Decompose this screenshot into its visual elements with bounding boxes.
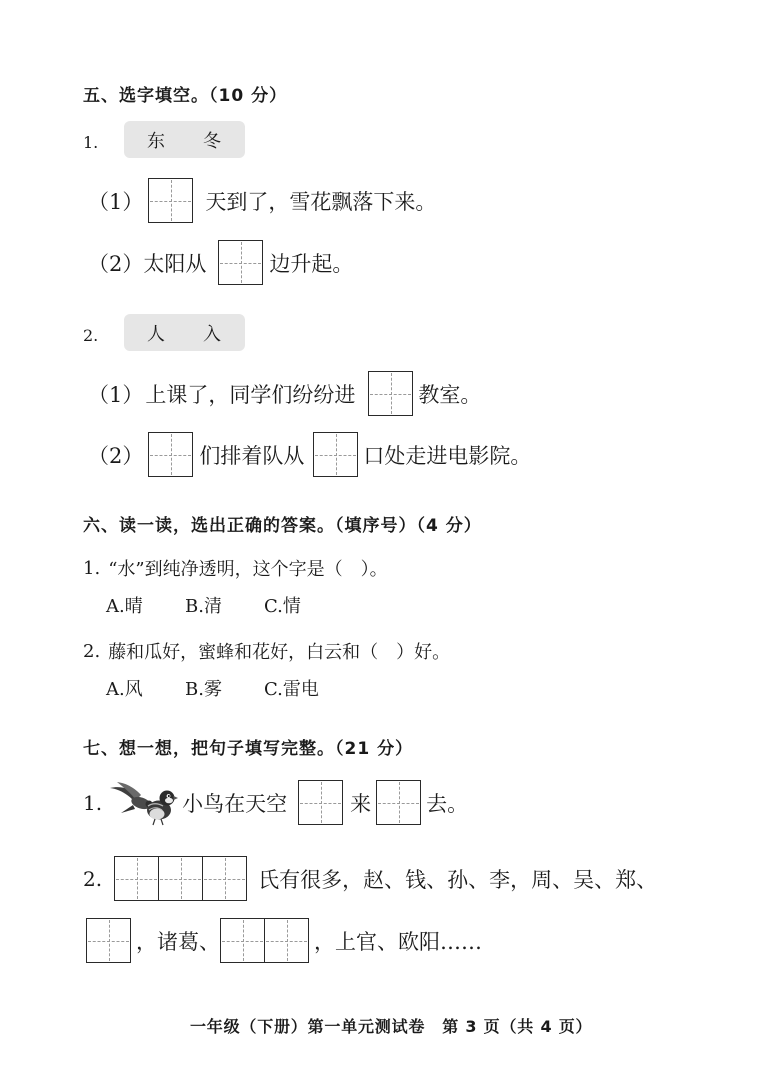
fill-item	[88, 432, 531, 477]
fill-item	[88, 240, 353, 285]
choice-char: 入	[203, 323, 221, 345]
fill-item	[86, 918, 482, 963]
item-text: 们排着队从	[199, 443, 305, 468]
fill-item	[83, 856, 657, 901]
writing-box	[158, 856, 203, 901]
choice-char: 东	[147, 130, 165, 152]
item-label: （1）	[88, 189, 144, 214]
writing-box-group	[114, 856, 247, 901]
question-text: “水”到纯净透明，这个字是（ ）。	[108, 559, 388, 580]
writing-box	[220, 918, 265, 963]
item-text: ，诸葛、	[136, 929, 220, 954]
item-text: 天到了，雪花飘落下来。	[205, 189, 437, 214]
fill-item	[83, 780, 468, 825]
choice-box	[124, 121, 245, 158]
choice-char: 人	[147, 323, 165, 345]
question-number: 1.	[83, 133, 99, 152]
question-number: 2.	[83, 866, 103, 891]
choice-char: 冬	[203, 130, 221, 152]
item-text: 教室。	[418, 382, 482, 407]
footer-title: 一年级（下册）第一单元测试卷	[190, 1016, 426, 1036]
writing-box	[218, 240, 263, 285]
option: A.风	[106, 679, 143, 700]
question-number: 2.	[83, 326, 99, 345]
fill-item	[88, 371, 481, 416]
question-number: 1.	[83, 557, 101, 579]
item-text: 口处走进电影院。	[363, 443, 532, 468]
choice-box	[124, 314, 245, 351]
question-row	[83, 556, 388, 580]
question-row	[83, 639, 450, 663]
page-footer	[190, 1015, 592, 1035]
writing-box	[376, 780, 421, 825]
page-number: 第 3 页（共 4 页）	[442, 1016, 593, 1036]
item-label: （2）	[88, 251, 144, 276]
section-7-title: 七、想一想，把句子填写完整。（21 分）	[83, 738, 414, 759]
options-row	[106, 593, 343, 617]
item-text: ，上官、欧阳……	[314, 929, 482, 954]
item-label: （2）	[88, 443, 144, 468]
writing-box	[298, 780, 343, 825]
writing-box	[148, 178, 193, 223]
bird-icon	[108, 779, 178, 827]
section-5-title: 五、选字填空。（10 分）	[83, 85, 288, 106]
writing-box-group	[220, 918, 309, 963]
writing-box	[148, 432, 193, 477]
option: A.晴	[106, 596, 143, 617]
question-number: 2.	[83, 640, 101, 662]
question-text: 藤和瓜好，蜜蜂和花好，白云和（ ）好。	[108, 642, 451, 663]
item-text: 氏有很多，赵、钱、孙、李，周、吴、郑、	[258, 867, 658, 892]
options-row	[106, 676, 343, 700]
writing-box	[86, 918, 131, 963]
option: C.情	[264, 596, 301, 617]
item-text: 小鸟在天空	[182, 791, 288, 816]
fill-item	[88, 178, 436, 223]
writing-box	[202, 856, 247, 901]
writing-box	[264, 918, 309, 963]
item-text: 太阳从	[143, 251, 207, 276]
writing-box	[114, 856, 159, 901]
option: C.雷电	[264, 679, 319, 700]
option: B.清	[185, 596, 222, 617]
option: B.雾	[185, 679, 222, 700]
item-text: 边升起。	[269, 251, 354, 276]
question-number: 1.	[83, 790, 103, 815]
item-text: 去。	[426, 791, 469, 816]
item-label: （1）	[88, 382, 144, 407]
section-6-title: 六、读一读，选出正确的答案。（填序号）（4 分）	[83, 515, 482, 536]
writing-box	[368, 371, 413, 416]
item-text: 上课了，同学们纷纷进	[145, 382, 356, 407]
writing-box	[313, 432, 358, 477]
item-text: 来	[350, 791, 372, 816]
